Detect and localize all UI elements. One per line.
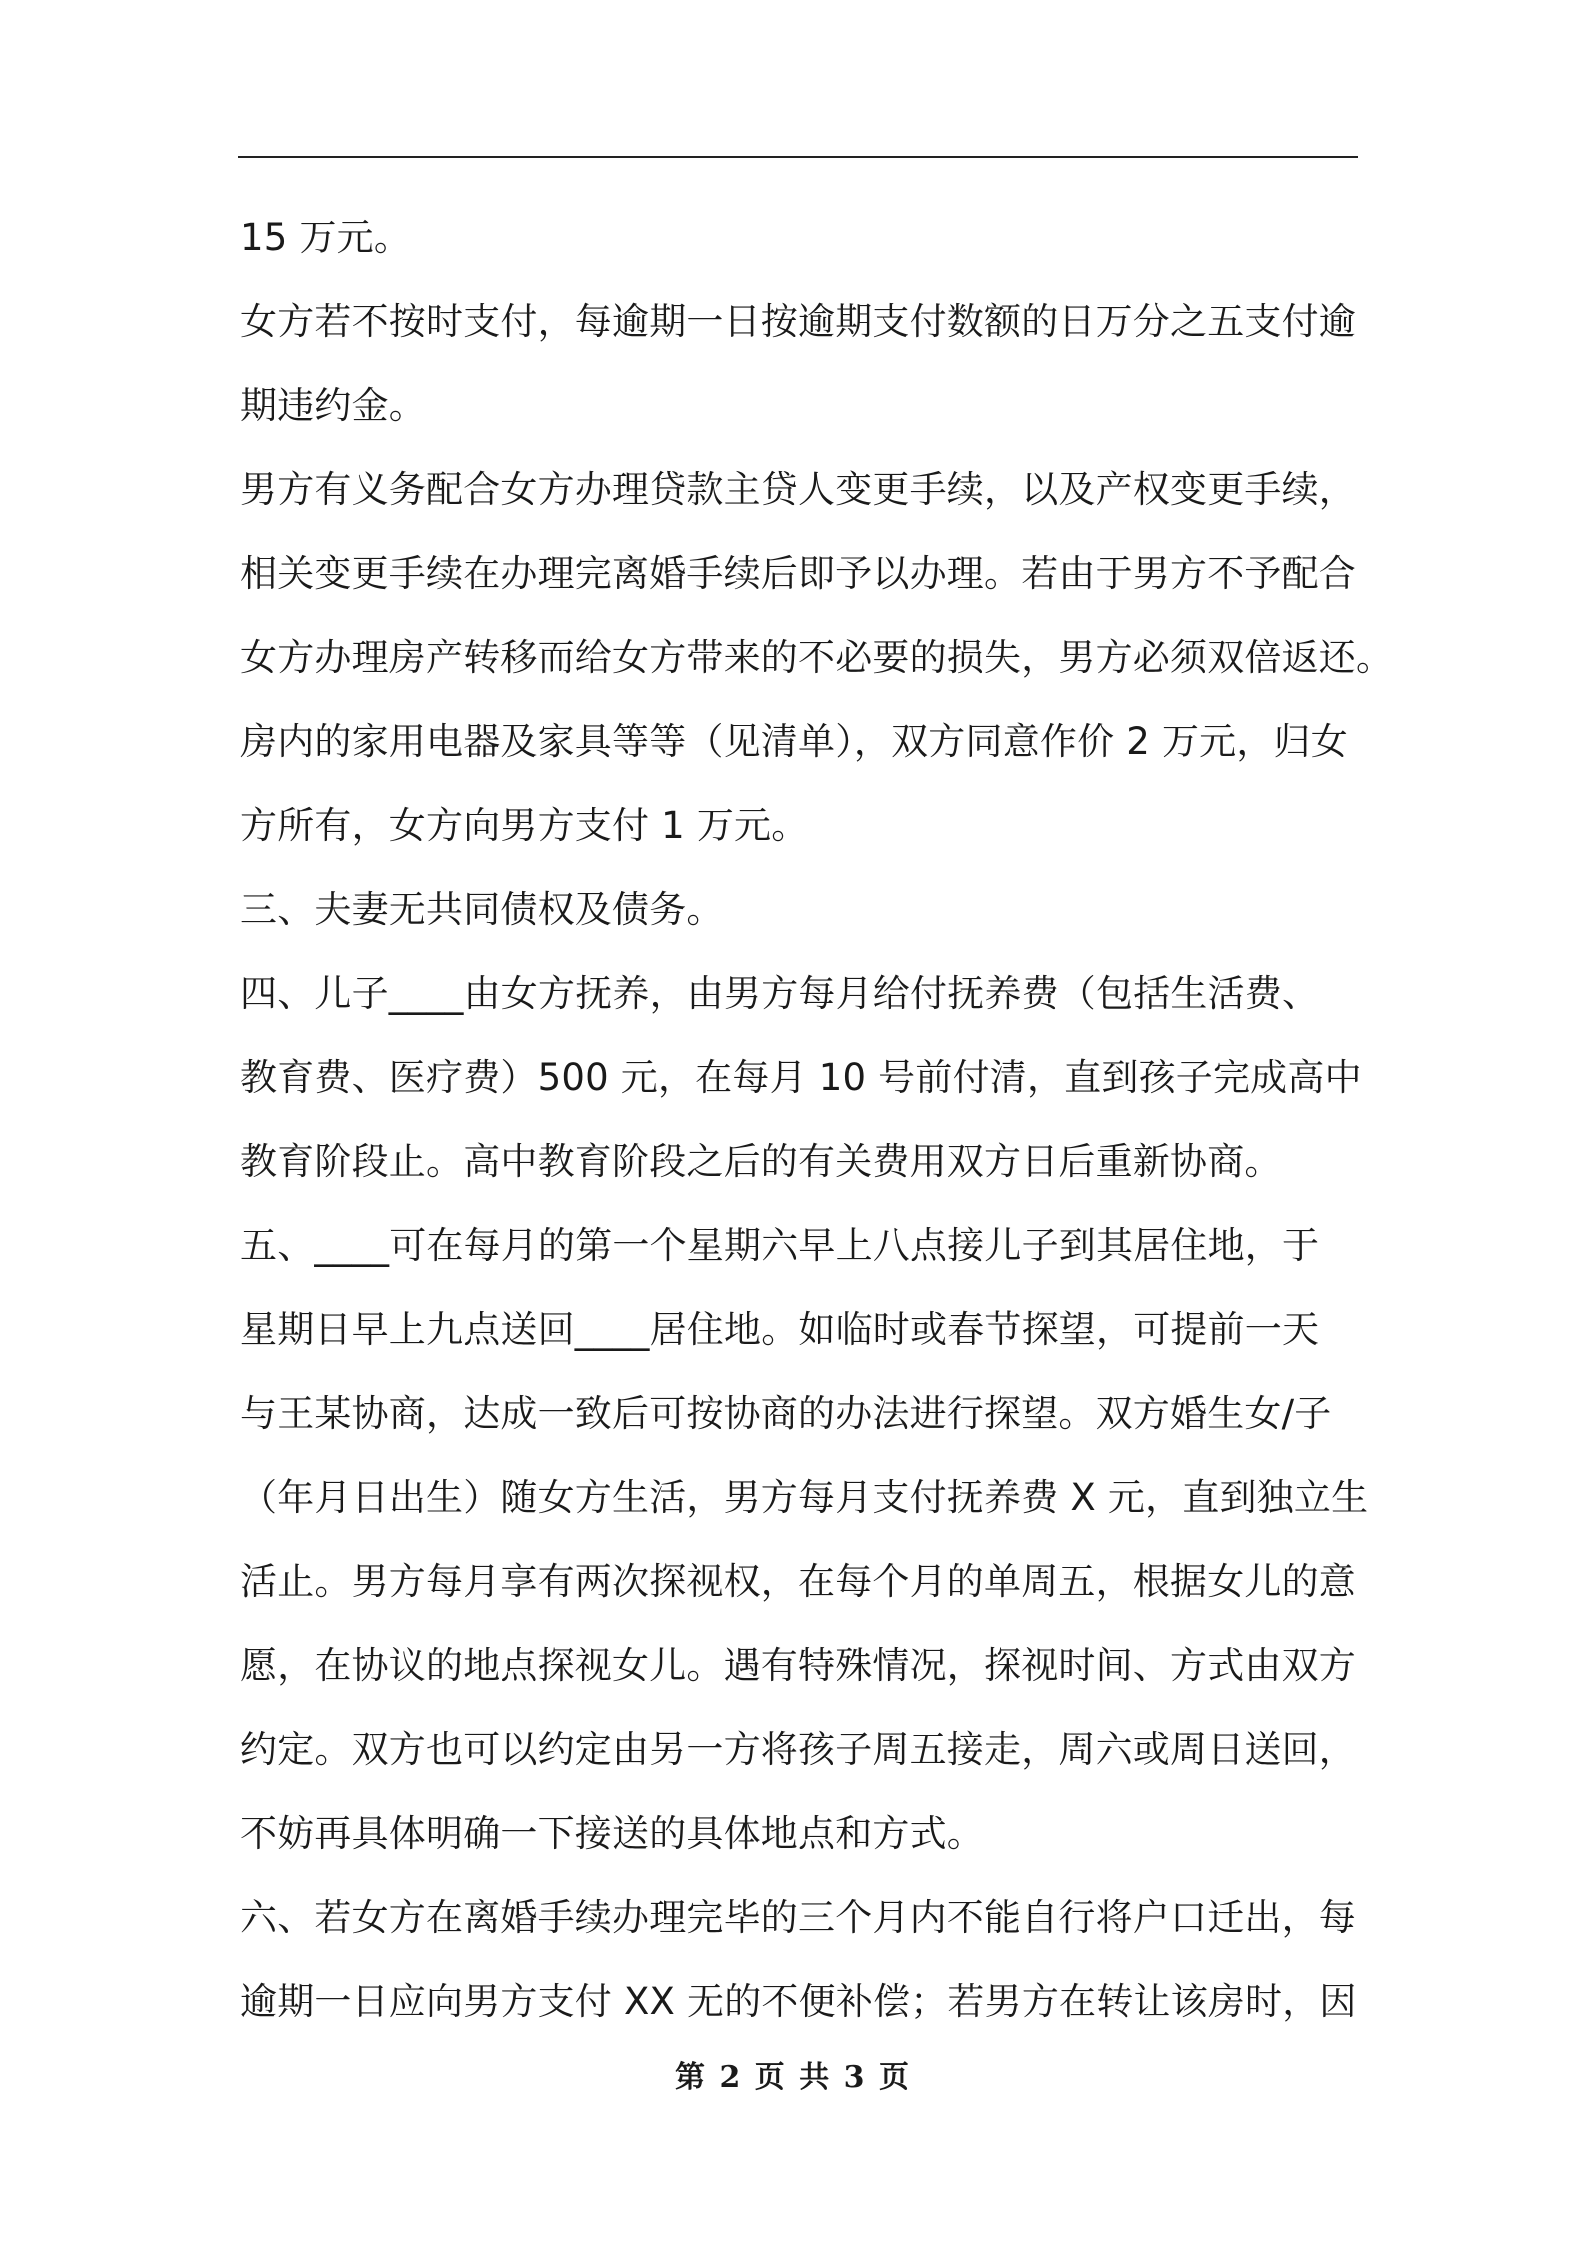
text-line: 期违约金。 bbox=[240, 384, 426, 427]
text-line: 逾期一日应向男方支付 XX 无的不便补偿；若男方在转让该房时，因 bbox=[240, 1980, 1357, 2023]
text-line: 不妨再具体明确一下接送的具体地点和方式。 bbox=[240, 1812, 984, 1855]
text-line: 男方有义务配合女方办理贷款主贷人变更手续，以及产权变更手续， bbox=[240, 468, 1356, 511]
document-body bbox=[240, 196, 1394, 2044]
page-number: 第 2 页 共 3 页 bbox=[675, 2060, 911, 2095]
text-line: 教育费、医疗费）500 元，在每月 10 号前付清，直到孩子完成高中 bbox=[240, 1056, 1362, 1099]
text-line: 三、夫妻无共同债权及债务。 bbox=[240, 888, 724, 931]
text-line: 愿，在协议的地点探视女儿。遇有特殊情况，探视时间、方式由双方 bbox=[240, 1644, 1356, 1687]
text-line: 相关变更手续在办理完离婚手续后即予以办理。若由于男方不予配合 bbox=[240, 552, 1356, 595]
header-rule bbox=[238, 156, 1358, 158]
text-line: 星期日早上九点送回____居住地。如临时或春节探望，可提前一天 bbox=[240, 1308, 1320, 1351]
text-line: 女方若不按时支付，每逾期一日按逾期支付数额的日万分之五支付逾 bbox=[240, 300, 1356, 343]
text-line: 方所有，女方向男方支付 1 万元。 bbox=[240, 804, 809, 847]
text-line: 六、若女方在离婚手续办理完毕的三个月内不能自行将户口迁出，每 bbox=[240, 1896, 1356, 1939]
text-line: 教育阶段止。高中教育阶段之后的有关费用双方日后重新协商。 bbox=[240, 1140, 1282, 1183]
text-line: 五、____可在每月的第一个星期六早上八点接儿子到其居住地，于 bbox=[240, 1224, 1320, 1267]
text-line: 约定。双方也可以约定由另一方将孩子周五接走，周六或周日送回， bbox=[240, 1728, 1356, 1771]
text-line: 房内的家用电器及家具等等（见清单），双方同意作价 2 万元，归女 bbox=[240, 720, 1348, 763]
text-line: 女方办理房产转移而给女方带来的不必要的损失，男方必须双倍返还。 bbox=[240, 636, 1394, 679]
text-line: 活止。男方每月享有两次探视权，在每个月的单周五，根据女儿的意 bbox=[240, 1560, 1356, 1603]
text-line: 15 万元。 bbox=[240, 216, 412, 259]
text-line: （年月日出生）随女方生活，男方每月支付抚养费 X 元，直到独立生 bbox=[240, 1476, 1369, 1519]
text-line: 四、儿子____由女方抚养，由男方每月给付抚养费（包括生活费、 bbox=[240, 972, 1320, 1015]
text-line: 与王某协商，达成一致后可按协商的办法进行探望。双方婚生女/子 bbox=[240, 1392, 1332, 1435]
